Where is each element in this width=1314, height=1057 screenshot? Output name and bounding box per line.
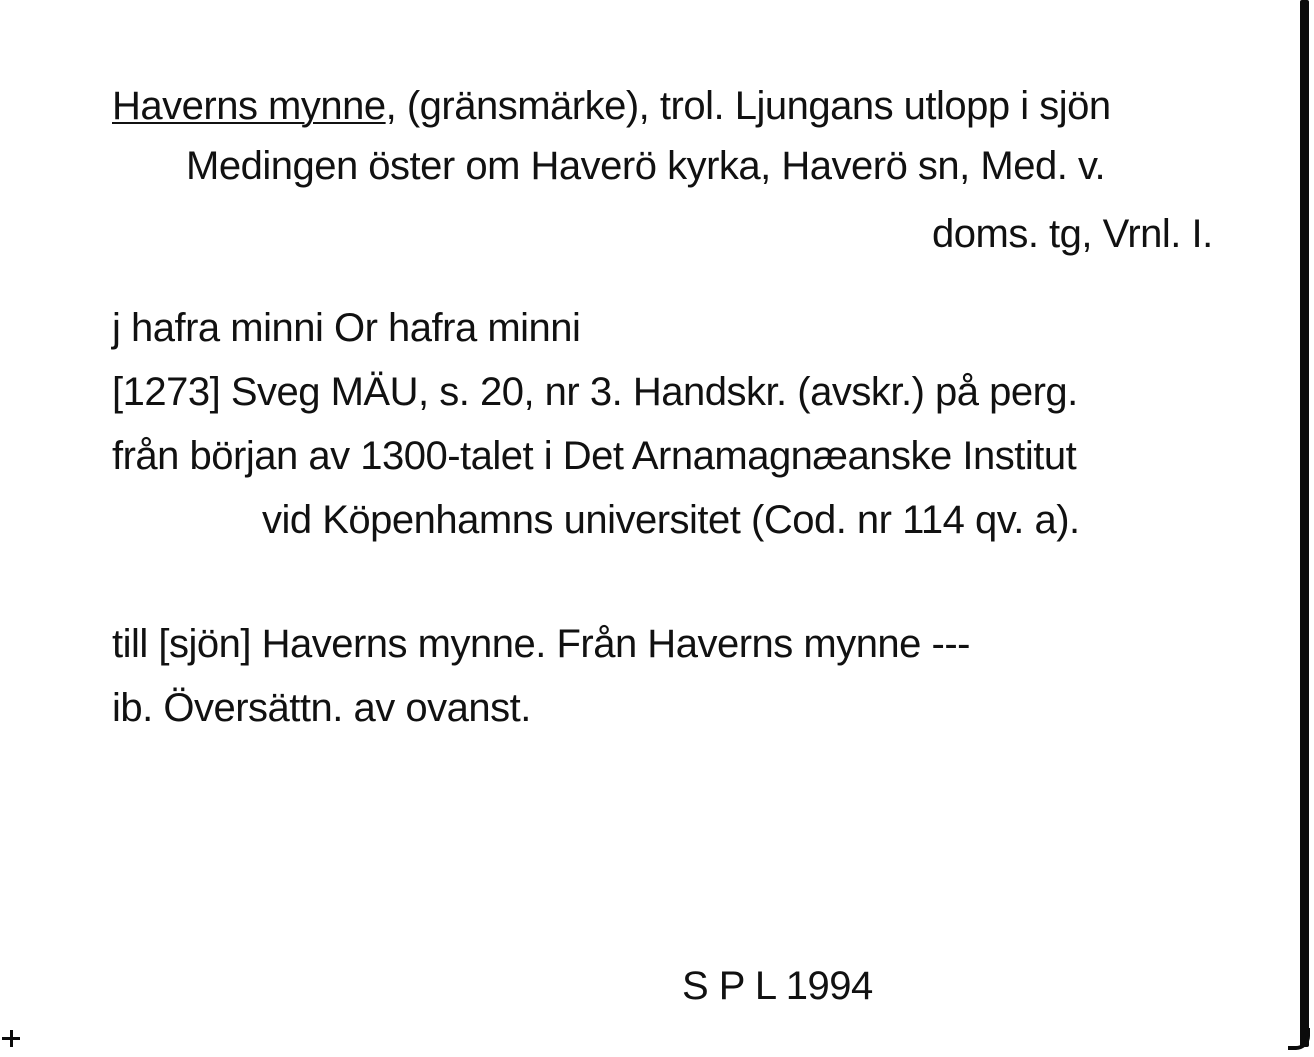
entry-line-2: Medingen öster om Haverö kyrka, Haverö sn, Med. v. bbox=[186, 144, 1106, 188]
source-line-3: vid Köpenhamns universitet (Cod. nr 114 qv. a). bbox=[262, 498, 1080, 542]
entry-line-3: doms. tg, Vrnl. I. bbox=[932, 212, 1213, 256]
attested-forms: j hafra minni Or hafra minni bbox=[112, 306, 581, 350]
headword: Haverns mynne bbox=[112, 84, 386, 128]
context-line-2: ib. Översättn. av ovanst. bbox=[112, 686, 531, 730]
entry-description: , (gränsmärke), trol. Ljungans utlopp i sjön bbox=[385, 84, 1111, 128]
card-right-edge bbox=[1300, 0, 1309, 1047]
signature: S P L 1994 bbox=[682, 964, 873, 1008]
crop-mark-icon bbox=[2, 1028, 22, 1048]
source-line-2: från början av 1300-talet i Det Arnamagnæanske Institut bbox=[112, 434, 1077, 478]
source-line-1: [1273] Sveg MÄU, s. 20, nr 3. Handskr. (avskr.) på perg. bbox=[112, 370, 1078, 414]
entry-line-1 bbox=[112, 82, 1111, 130]
context-line-1: till [sjön] Haverns mynne. Från Haverns mynne --- bbox=[112, 622, 970, 666]
